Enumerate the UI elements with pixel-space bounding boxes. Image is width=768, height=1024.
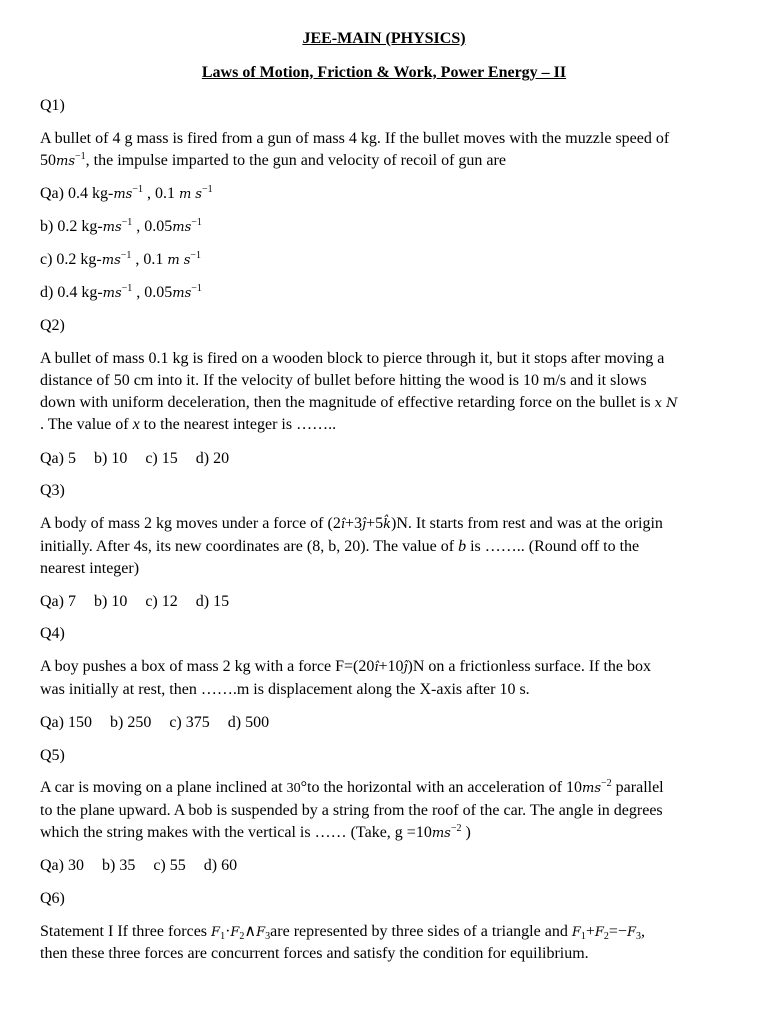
q5-option-b: b) 35 (101, 857, 136, 874)
q2-option-b: b) 10 (93, 450, 128, 467)
q3-text-line2: initially. After 4s, its new coordinates are (8, b, 20). The value of b is …….. (Round off to the (40, 538, 640, 555)
q1-option-d: d) 0.4 $kg-ms^{-1}$ , $0.05ms^{-1}$ (40, 283, 202, 301)
q4-options (40, 713, 287, 733)
q1-option-a: Qa) 0.4 $kg-ms^{-1}$ , 0.1 m $s^{-1}$ (40, 184, 213, 202)
q1-label: Q1) (40, 97, 65, 114)
q4-text-line1: A boy pushes a box of mass 2 kg with a force F=(20î+10ĵ)N on a frictionless surface. If the box (40, 658, 652, 675)
q3-option-b: b) 10 (93, 593, 128, 610)
q5-option-a: Qa) 30 (40, 857, 84, 874)
q4-text-line2: was initially at rest, then …….m is displacement along the X-axis after 10 s. (40, 681, 530, 698)
q2-text-line2: distance of 50 cm into it. If the velocity of bullet before hitting the wood is 10 m/s and it slows (40, 372, 647, 389)
q1-text-line1: A bullet of 4 g mass is fired from a gun of mass 4 kg. If the bullet moves with the muzzle speed of (40, 130, 670, 147)
q4-option-c: c) 375 (169, 714, 210, 731)
q1-text-line2: $50ms^{-1}$, the impulse imparted to the gun and velocity of recoil of gun are (40, 151, 506, 169)
q2-option-a: Qa) 5 (40, 450, 76, 467)
page-subtitle: Laws of Motion, Friction & Work, Power Energy – II (201, 64, 567, 81)
q4-option-b: b) 250 (109, 714, 152, 731)
q2-text-line4: . The value of x to the nearest integer is …….. (40, 416, 337, 433)
q2-text-line1: A bullet of mass 0.1 kg is fired on a wooden block to pierce through it, but it stops after moving a (40, 350, 665, 367)
q5-text-line2: to the plane upward. A bob is suspended by a string from the roof of the car. The angle in degrees (40, 802, 663, 819)
q3-label: Q3) (40, 482, 65, 499)
page-title: JEE-MAIN (PHYSICS) (302, 30, 466, 47)
q3-option-a: Qa) 7 (40, 593, 76, 610)
q2-option-d: d) 20 (195, 450, 230, 467)
q5-options (40, 856, 255, 876)
q6-label: Q6) (40, 890, 65, 907)
q4-option-a: Qa) 150 (40, 714, 92, 731)
q2-text-line3: down with uniform deceleration, then the magnitude of effective retarding force on the bullet is x N (40, 394, 678, 411)
q5-text-line3: which the string makes with the vertical is …… (Take, $g =10ms^{-2}$ ) (40, 823, 471, 841)
q3-text-line3: nearest integer) (40, 560, 140, 577)
q3-option-d: d) 15 (195, 593, 230, 610)
q1-option-c: c) 0.2 $kg-ms^{-1}$ , 0.1 m $s^{-1}$ (40, 250, 202, 268)
q2-label: Q2) (40, 317, 65, 334)
q6-text-line2: then these three forces are concurrent forces and satisfy the condition for equilibrium. (40, 945, 589, 962)
q5-label: Q5) (40, 747, 65, 764)
q2-options (40, 449, 247, 469)
q1-option-b: b) 0.2 $kg-ms^{-1}$ , $0.05ms^{-1}$ (40, 217, 202, 235)
q5-option-c: c) 55 (153, 857, 186, 874)
q3-options (40, 592, 247, 612)
q2-option-c: c) 15 (145, 450, 178, 467)
q5-option-d: d) 60 (203, 857, 238, 874)
q4-label: Q4) (40, 625, 65, 642)
q6-text-line1: Statement I If three forces $F_1\cdot F_2\wedge F_3are$ represented by three sides of a triangle and $F_1+F_2=-F_3$, (40, 923, 645, 942)
q4-option-d: d) 500 (227, 714, 270, 731)
q3-option-c: c) 12 (145, 593, 178, 610)
q3-text-line1: A body of mass 2 kg moves under a force of (2î+3ĵ+5k̂)N. It starts from rest and was at the origin (40, 515, 663, 532)
q5-text-line1: A car is moving on a plane inclined at 30°to the horizontal with an acceleration of $10ms^{-2}$ parallel (40, 778, 664, 796)
